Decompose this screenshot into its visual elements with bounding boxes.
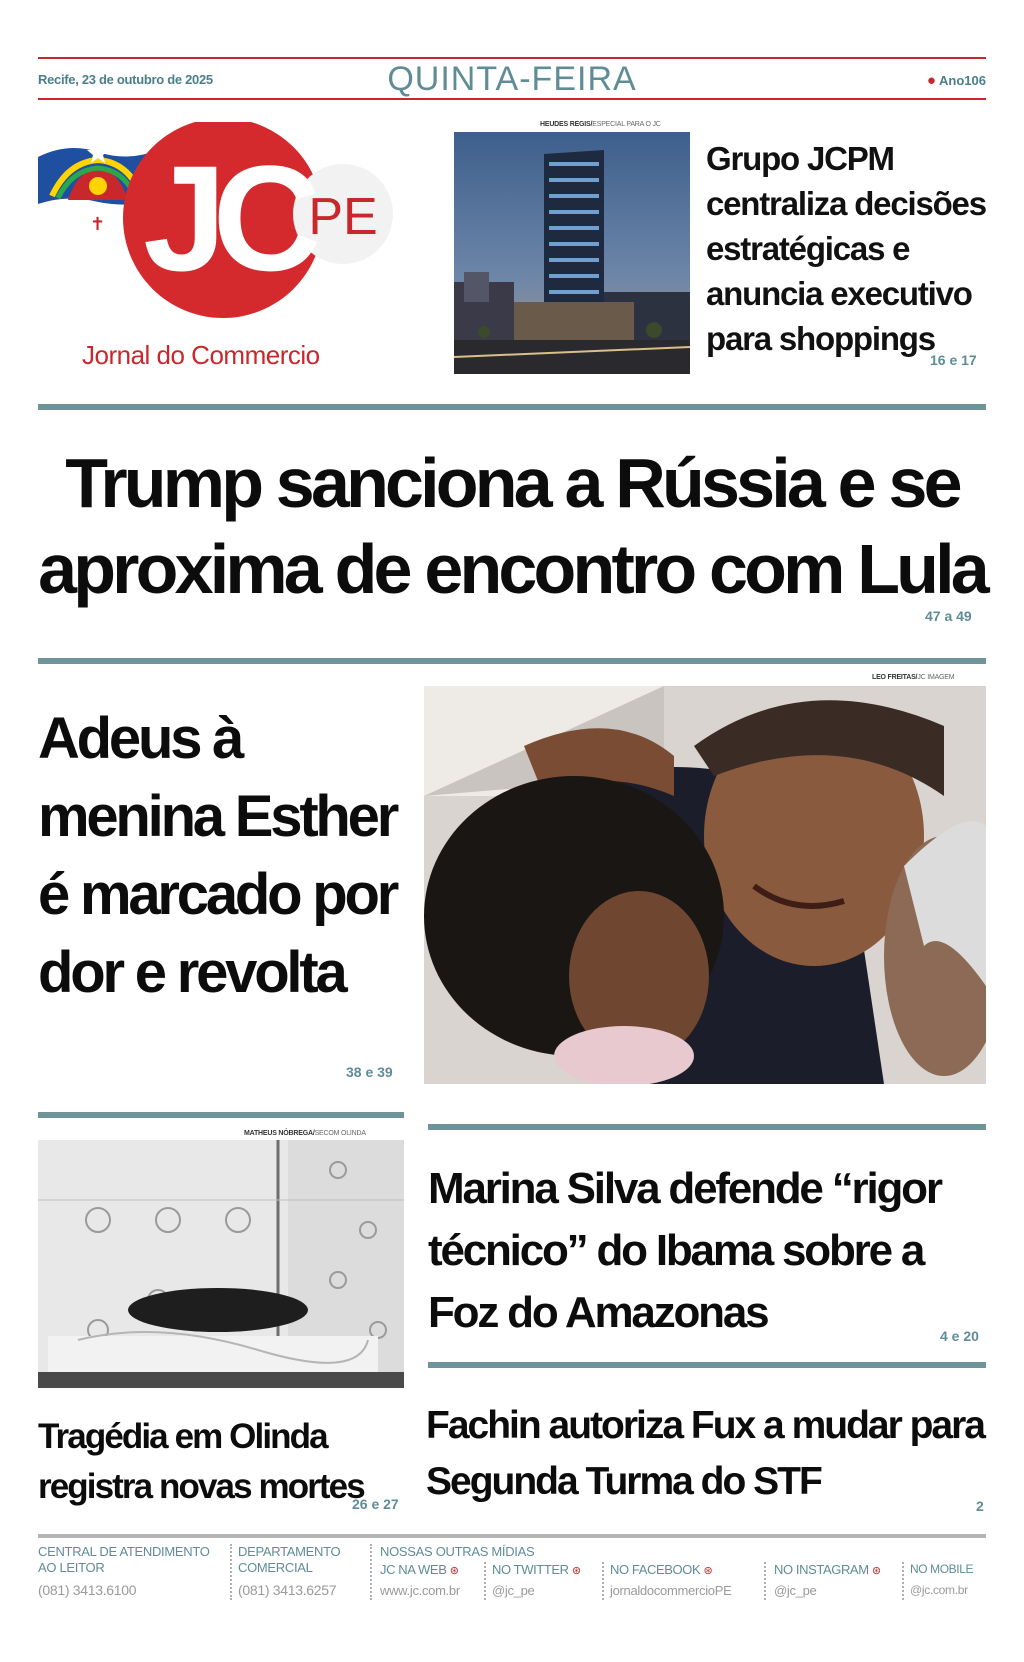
olinda-headline[interactable]: Tragédia em Olinda registra novas mortes (38, 1417, 364, 1506)
section-divider (38, 658, 986, 664)
twitter-value[interactable]: @jc_pe (492, 1583, 535, 1598)
credit-role: ESPECIAL PARA O JC (592, 121, 661, 128)
olinda-pages: 26 e 27 (352, 1496, 399, 1512)
section-divider (428, 1362, 986, 1368)
instagram-label: NO INSTAGRAM (774, 1562, 869, 1577)
footer-web[interactable] (380, 1562, 460, 1598)
dept-phone[interactable]: (081) 3413.6257 (238, 1582, 337, 1598)
footer-separator (902, 1562, 904, 1600)
esther-photo-credit (872, 674, 954, 681)
twitter-label: NO TWITTER (492, 1562, 569, 1577)
credit-name: LEO FREITAS/ (872, 674, 918, 681)
esther-story-photo[interactable] (424, 686, 986, 1084)
header-top-rule (38, 57, 986, 59)
instagram-value[interactable]: @jc_pe (774, 1583, 817, 1598)
esther-pages: 38 e 39 (346, 1064, 393, 1080)
header-bottom-rule (38, 98, 986, 100)
footer-separator (484, 1562, 486, 1600)
central-phone[interactable]: (081) 3413.6100 (38, 1582, 137, 1598)
footer-instagram[interactable] (774, 1562, 881, 1598)
dept-title: DEPARTAMENTO COMERCIAL (238, 1544, 341, 1575)
marina-pages: 4 e 20 (940, 1328, 979, 1344)
year-bullet-icon: ● (926, 72, 936, 89)
olinda-photo-credit (244, 1130, 366, 1137)
credit-name: HEUDES REGIS/ (540, 121, 593, 128)
esther-headline[interactable]: Adeus à menina Esther é marcado por dor e revolta (38, 706, 397, 1005)
web-icon: ⊛ (449, 1565, 459, 1577)
logo-subtitle: Jornal do Commercio (82, 340, 320, 370)
svg-text:✝: ✝ (90, 214, 106, 235)
facebook-value[interactable]: jornaldocommercioPE (610, 1583, 732, 1598)
top-story-pages: 16 e 17 (930, 352, 977, 368)
footer-separator (764, 1562, 766, 1600)
edition-year (927, 72, 986, 89)
edition-weekday: QUINTA-FEIRA (387, 60, 637, 98)
logo-letters: JC (143, 134, 307, 302)
footer-mobile[interactable] (910, 1562, 973, 1597)
section-divider (38, 404, 986, 410)
footer-twitter[interactable] (492, 1562, 581, 1598)
facebook-icon: ⊛ (703, 1565, 713, 1577)
olinda-story-photo[interactable] (38, 1140, 404, 1388)
credit-role: SECOM OLINDA (314, 1130, 366, 1137)
footer-separator (370, 1544, 372, 1600)
top-story-photo[interactable] (454, 132, 690, 374)
footer-rule (38, 1534, 986, 1538)
fachin-pages: 2 (976, 1498, 984, 1514)
mobile-value[interactable]: @jc.com.br (910, 1583, 968, 1597)
credit-name: MATHEUS NÓBREGA/ (244, 1130, 315, 1137)
mobile-label: NO MOBILE (910, 1562, 974, 1576)
footer-facebook[interactable] (610, 1562, 731, 1598)
year-label: Ano106 (939, 73, 986, 88)
top-story-headline[interactable]: Grupo JCPM centraliza decisões estratégicas e anuncia executivo para shoppings (706, 140, 986, 357)
footer-media-title: NOSSAS OUTRAS MÍDIAS (380, 1544, 535, 1559)
credit-role: JC IMAGEM (917, 674, 955, 681)
marina-headline[interactable]: Marina Silva defende “rigor técnico” do Ibama sobre a Foz do Amazonas (428, 1164, 941, 1337)
central-title: CENTRAL DE ATENDIMENTO AO LEITOR (38, 1544, 210, 1575)
twitter-icon: ⊛ (571, 1565, 581, 1577)
footer-separator (602, 1562, 604, 1600)
section-divider (38, 1112, 404, 1118)
web-value[interactable]: www.jc.com.br (380, 1583, 460, 1598)
main-story-pages: 47 a 49 (925, 608, 972, 624)
section-divider (428, 1124, 986, 1130)
instagram-icon: ⊛ (871, 1565, 881, 1577)
logo-badge-text: PE (308, 188, 378, 246)
top-story-photo-credit (540, 121, 661, 128)
footer-separator (230, 1544, 232, 1600)
facebook-label: NO FACEBOOK (610, 1562, 701, 1577)
footer-commercial (238, 1544, 368, 1598)
main-headline[interactable]: Trump sanciona a Rússia e se aproxima de encontro com Lula (38, 444, 986, 608)
web-label: JC NA WEB (380, 1562, 447, 1577)
edition-date: Recife, 23 de outubro de 2025 (38, 72, 213, 87)
footer-central (38, 1544, 218, 1598)
fachin-headline[interactable]: Fachin autoriza Fux a mudar para Segunda Turma do STF (426, 1404, 984, 1503)
